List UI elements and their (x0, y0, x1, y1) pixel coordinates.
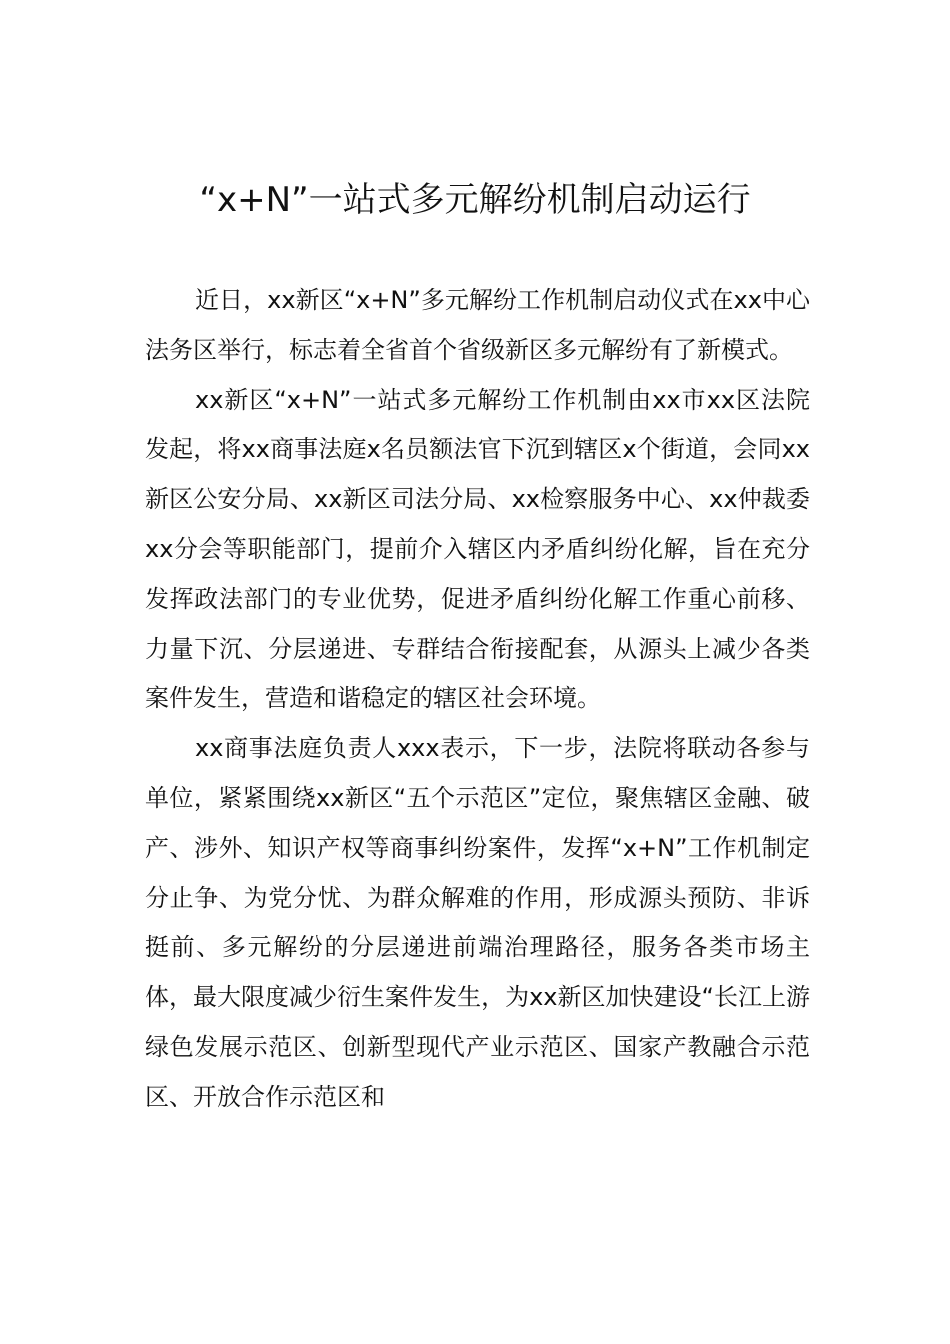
document-body (145, 276, 810, 1123)
paragraph-3: xx商事法庭负责人xxx表示，下一步，法院将联动各参与单位，紧紧围绕xx新区“五个示范区”定位，聚焦辖区金融、破产、涉外、知识产权等商事纠纷案件，发挥“x+N”工作机制定分止争、为党分忧、为群众解难的作用，形成源头预防、非诉挺前、多元解纷的分层递进前端治理路径，服务各类市场主体，最大限度减少衍生案件发生，为xx新区加快建设“长江上游绿色发展示范区、创新型现代产业示范区、国家产教融合示范区、开放合作示范区和 (145, 734, 810, 1111)
document-title: “x+N”一站式多元解纷机制启动运行 (199, 180, 751, 220)
paragraph-2: xx新区“x+N”一站式多元解纷工作机制由xx市xx区法院发起，将xx商事法庭x名员额法官下沉到辖区x个街道，会同xx新区公安分局、xx新区司法分局、xx检察服务中心、xx仲裁委xx分会等职能部门，提前介入辖区内矛盾纠纷化解，旨在充分发挥政法部门的专业优势，促进矛盾纠纷化解工作重心前移、力量下沉、分层递进、专群结合衔接配套，从源头上减少各类案件发生，营造和谐稳定的辖区社会环境。 (145, 385, 810, 713)
paragraph-1: 近日，xx新区“x+N”多元解纷工作机制启动仪式在xx中心法务区举行，标志着全省首个省级新区多元解纷有了新模式。 (145, 286, 810, 364)
